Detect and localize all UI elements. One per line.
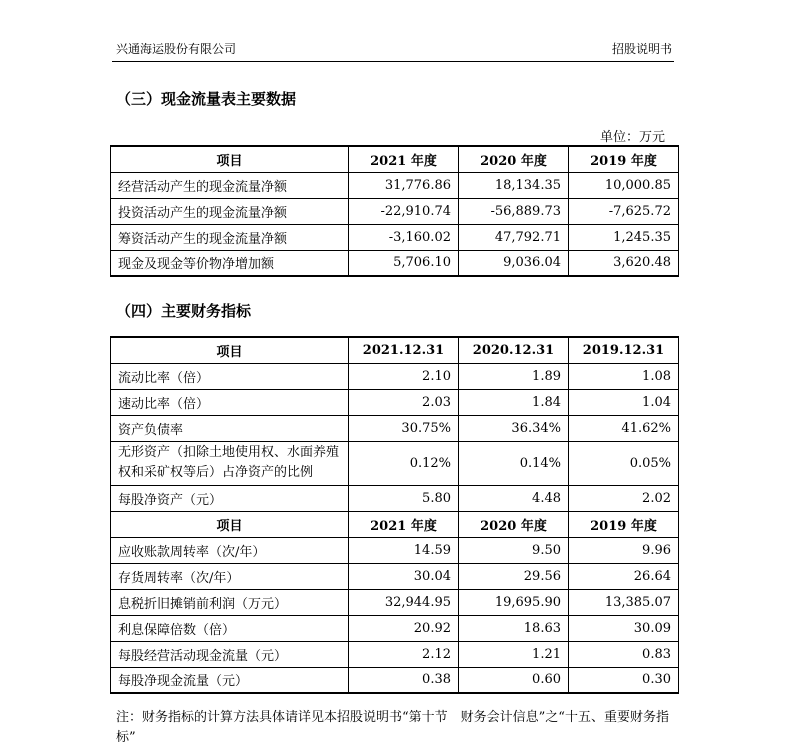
value-cell: 1.84 — [459, 389, 569, 415]
value-cell: 2.03 — [349, 389, 459, 415]
value-cell: 0.30 — [569, 667, 679, 693]
value-cell: 29.56 — [459, 563, 569, 589]
header-divider — [112, 61, 674, 62]
value-cell: 19,695.90 — [459, 589, 569, 615]
table-row — [111, 224, 679, 250]
table-row — [111, 198, 679, 224]
indicators-table — [110, 336, 679, 694]
value-cell: 18,134.35 — [459, 172, 569, 198]
value-cell: 0.14% — [459, 441, 569, 485]
value-cell: 2.10 — [349, 363, 459, 389]
value-cell: 47,792.71 — [459, 224, 569, 250]
table-row — [111, 641, 679, 667]
row-label: 存货周转率（次/年） — [111, 563, 349, 589]
row-label: 投资活动产生的现金流量净额 — [111, 198, 349, 224]
value-cell: 4.48 — [459, 485, 569, 511]
row-label: 每股净资产（元） — [111, 485, 349, 511]
value-cell: -22,910.74 — [349, 198, 459, 224]
header-cell: 2019.12.31 — [569, 337, 679, 363]
value-cell: 41.62% — [569, 415, 679, 441]
value-cell: 20.92 — [349, 615, 459, 641]
value-cell: 1.21 — [459, 641, 569, 667]
table-row — [111, 485, 679, 511]
cashflow-section-title: （三）现金流量表主要数据 — [116, 90, 297, 108]
value-cell: 0.12% — [349, 441, 459, 485]
indicators-section-title: （四）主要财务指标 — [116, 302, 252, 320]
header-cell: 2021.12.31 — [349, 337, 459, 363]
value-cell: -7,625.72 — [569, 198, 679, 224]
value-cell: 2.02 — [569, 485, 679, 511]
header-cell: 2020 年度 — [459, 511, 569, 537]
header-cell: 项目 — [111, 337, 349, 363]
value-cell: -3,160.02 — [349, 224, 459, 250]
value-cell: 26.64 — [569, 563, 679, 589]
cashflow-header-row — [111, 146, 679, 172]
value-cell: 5,706.10 — [349, 250, 459, 276]
indicators-header-row — [111, 337, 679, 363]
value-cell: 9.96 — [569, 537, 679, 563]
row-label: 无形资产（扣除土地使用权、水面养殖权和采矿权等后）占净资产的比例 — [111, 441, 349, 485]
value-cell: 30.75% — [349, 415, 459, 441]
value-cell: 18.63 — [459, 615, 569, 641]
value-cell: 3,620.48 — [569, 250, 679, 276]
header-cell: 2021 年度 — [349, 146, 459, 172]
row-label: 筹资活动产生的现金流量净额 — [111, 224, 349, 250]
cashflow-table — [110, 145, 679, 277]
value-cell: 14.59 — [349, 537, 459, 563]
row-label: 速动比率（倍） — [111, 389, 349, 415]
value-cell: 30.09 — [569, 615, 679, 641]
table-row — [111, 415, 679, 441]
header-cell: 2019 年度 — [569, 511, 679, 537]
row-label: 现金及现金等价物净增加额 — [111, 250, 349, 276]
document-name: 招股说明书 — [611, 42, 672, 56]
table-row — [111, 172, 679, 198]
value-cell: 36.34% — [459, 415, 569, 441]
value-cell: 0.83 — [569, 641, 679, 667]
row-label: 应收账款周转率（次/年） — [111, 537, 349, 563]
table-row — [111, 441, 679, 485]
value-cell: 9.50 — [459, 537, 569, 563]
header-cell: 2020 年度 — [459, 146, 569, 172]
value-cell: 9,036.04 — [459, 250, 569, 276]
table-row — [111, 250, 679, 276]
value-cell: 1.89 — [459, 363, 569, 389]
row-label: 经营活动产生的现金流量净额 — [111, 172, 349, 198]
footnote: 注：财务指标的计算方法具体请详见本招股说明书“第十节 财务会计信息”之“十五、重要财务指标” — [116, 710, 669, 745]
indicators-subheader-row — [111, 511, 679, 537]
value-cell: 32,944.95 — [349, 589, 459, 615]
table-row — [111, 563, 679, 589]
value-cell: -56,889.73 — [459, 198, 569, 224]
value-cell: 30.04 — [349, 563, 459, 589]
value-cell: 2.12 — [349, 641, 459, 667]
table-row — [111, 615, 679, 641]
company-name: 兴通海运股份有限公司 — [116, 42, 237, 56]
value-cell: 1.08 — [569, 363, 679, 389]
value-cell: 1,245.35 — [569, 224, 679, 250]
row-label: 每股净现金流量（元） — [111, 667, 349, 693]
header-cell: 2021 年度 — [349, 511, 459, 537]
row-label: 资产负债率 — [111, 415, 349, 441]
page-header — [116, 40, 672, 57]
row-label: 息税折旧摊销前利润（万元） — [111, 589, 349, 615]
table-row — [111, 589, 679, 615]
table-row — [111, 667, 679, 693]
value-cell: 0.05% — [569, 441, 679, 485]
row-label: 流动比率（倍） — [111, 363, 349, 389]
value-cell: 5.80 — [349, 485, 459, 511]
unit-label: 单位：万元 — [600, 130, 666, 145]
value-cell: 0.60 — [459, 667, 569, 693]
header-cell: 项目 — [111, 146, 349, 172]
header-cell: 项目 — [111, 511, 349, 537]
table-row — [111, 363, 679, 389]
value-cell: 31,776.86 — [349, 172, 459, 198]
row-label: 每股经营活动现金流量（元） — [111, 641, 349, 667]
header-cell: 2019 年度 — [569, 146, 679, 172]
table-row — [111, 389, 679, 415]
value-cell: 10,000.85 — [569, 172, 679, 198]
value-cell: 13,385.07 — [569, 589, 679, 615]
row-label: 利息保障倍数（倍） — [111, 615, 349, 641]
table-row — [111, 537, 679, 563]
value-cell: 0.38 — [349, 667, 459, 693]
header-cell: 2020.12.31 — [459, 337, 569, 363]
value-cell: 1.04 — [569, 389, 679, 415]
